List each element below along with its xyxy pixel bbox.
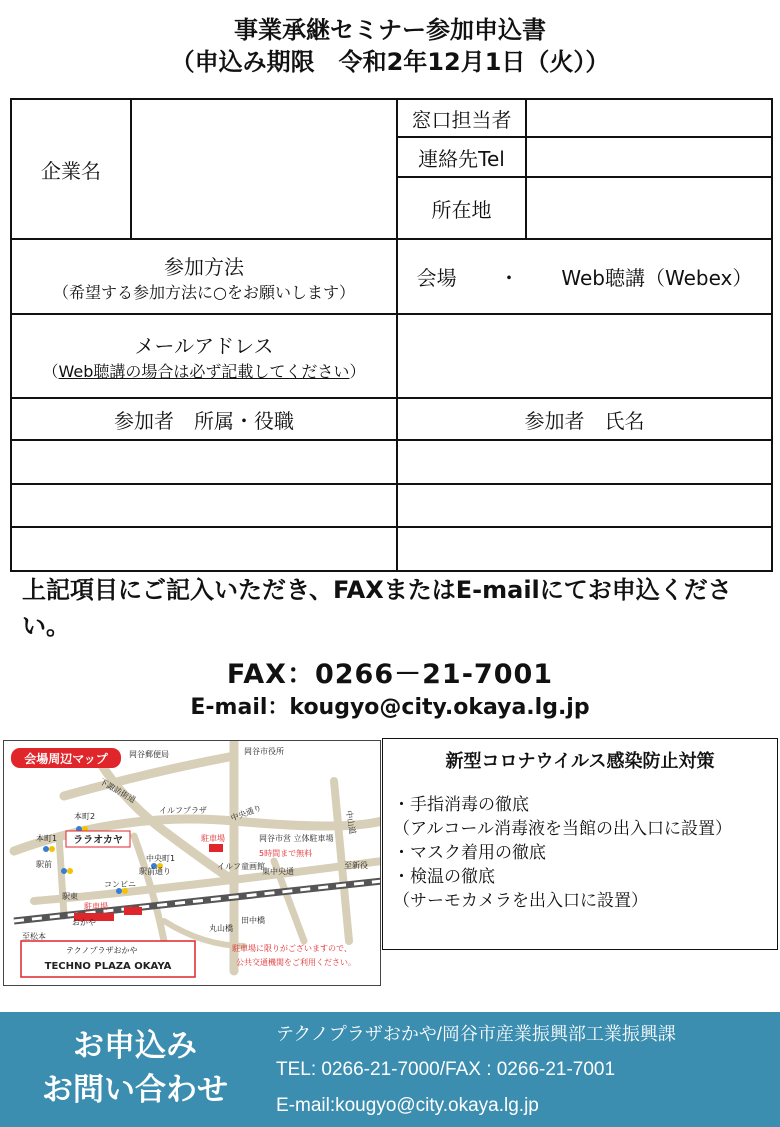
map-label: 中央通り: [229, 803, 263, 823]
company-field[interactable]: [131, 99, 397, 239]
map-label: 5時間まで無料: [259, 849, 313, 858]
map-label: 本町2: [74, 812, 96, 821]
application-form: [10, 98, 773, 572]
footer-org: テクノプラザおかや/岡谷市産業振興部工業振興課: [276, 1024, 676, 1044]
method-label: 参加方法: [164, 254, 244, 279]
venue-map: [3, 740, 381, 986]
address-field[interactable]: [526, 177, 772, 239]
map-label: 本町1: [36, 834, 58, 843]
covid-title: 新型コロナウイルス感染防止対策: [445, 751, 715, 772]
footer-label-line2: お問い合わせ: [42, 1072, 228, 1108]
map-label: 中央町1: [146, 854, 176, 863]
map-label: 駐車場: [84, 902, 108, 911]
fax-number: FAX：0266－21-7001: [226, 659, 554, 690]
method-options[interactable]: [397, 239, 772, 314]
email-label: メールアドレス: [134, 334, 274, 358]
map-label-lalaokaya: ララオカヤ: [73, 835, 123, 846]
map-label: 駅前通り: [139, 867, 171, 876]
participant-dept-field[interactable]: [11, 484, 397, 527]
contact-person-field[interactable]: [526, 99, 772, 137]
covid-line: ・検温の徹底: [393, 867, 495, 887]
map-label: 下諏訪街道: [98, 776, 138, 805]
parking-marker: [124, 907, 142, 915]
map-label: 中山道: [344, 809, 358, 835]
method-option-venue[interactable]: 会場: [416, 266, 457, 290]
footer-label: [20, 1024, 250, 1112]
method-cell: [11, 239, 397, 314]
map-label: 岡谷郵便局: [129, 750, 169, 759]
map-label: テクノプラザおかや: [66, 946, 138, 955]
map-label-techno-en: TECHNO PLAZA OKAYA: [44, 961, 172, 972]
address-label: 所在地: [397, 177, 526, 239]
phone-field[interactable]: [526, 137, 772, 177]
phone-label: 連絡先Tel: [397, 137, 526, 177]
email-cell: [11, 314, 397, 398]
map-label: 駐車場に限りがございますので、: [232, 944, 352, 953]
contact-footer: [0, 1012, 780, 1127]
footer-email[interactable]: E-mail:kougyo@city.okaya.lg.jp: [276, 1095, 539, 1116]
map-label: 至松本: [22, 932, 46, 941]
map-label: 駅東: [62, 892, 78, 901]
covid-line: ・マスク着用の徹底: [393, 843, 546, 863]
participant-name-field[interactable]: [397, 440, 772, 484]
map-label: コンビニ: [104, 880, 136, 889]
participant-dept-field[interactable]: [11, 527, 397, 571]
map-label: 至新役: [344, 861, 368, 870]
covid-line: ・手指消毒の徹底: [393, 795, 529, 815]
participant-dept-label: 参加者 所属・役職: [11, 398, 397, 440]
covid-measures: [382, 738, 778, 950]
method-separator: ・: [499, 266, 519, 290]
email-note: （Web聴講の場合は必ず記載してください）: [42, 362, 366, 381]
covid-line: （サーモカメラを出入口に設置）: [393, 891, 648, 911]
map-label: 公共交通機関をご利用ください。: [236, 958, 356, 967]
page-title: 事業承継セミナー参加申込書: [234, 16, 546, 44]
map-label: イルフプラザ: [159, 806, 207, 815]
participant-name-field[interactable]: [397, 484, 772, 527]
covid-line: （アルコール消毒液を当館の出入口に設置）: [393, 819, 732, 839]
participant-name-field[interactable]: [397, 527, 772, 571]
parking-marker: [209, 844, 223, 852]
map-label: 駅前: [36, 860, 52, 869]
method-note: （希望する参加方法に○をお願いします）: [53, 282, 355, 302]
map-label: 岡谷市役所: [244, 747, 284, 756]
map-label: 岡谷市営 立体駐車場: [259, 834, 334, 843]
map-label: おかや: [72, 918, 96, 927]
participant-dept-field[interactable]: [11, 440, 397, 484]
map-label: 東中央通: [262, 867, 294, 876]
email-address[interactable]: E-mail：kougyo@city.okaya.lg.jp: [190, 695, 590, 720]
map-label: 丸山橋: [209, 924, 233, 933]
instructions: 上記項目にご記入いただき、FAXまたはE-mailにてお申込ください。: [22, 576, 732, 640]
map-label: 駐車場: [201, 834, 225, 843]
contact-person-label: 窓口担当者: [397, 99, 526, 137]
map-label: イルフ童画館: [217, 862, 265, 871]
participant-name-label: 参加者 氏名: [397, 398, 772, 440]
map-label: 田中橋: [241, 916, 265, 925]
company-label: 企業名: [11, 99, 131, 239]
method-option-web[interactable]: Web聴講（Webex）: [561, 266, 753, 290]
map-title: 会場周辺マップ: [24, 752, 108, 766]
footer-contact: [276, 1018, 776, 1126]
email-field[interactable]: [397, 314, 772, 398]
deadline: （申込み期限 令和2年12月1日（火））: [170, 48, 610, 76]
footer-label-line1: お申込み: [73, 1028, 197, 1064]
footer-tel-fax: TEL: 0266-21-7000/FAX : 0266-21-7001: [276, 1059, 616, 1080]
